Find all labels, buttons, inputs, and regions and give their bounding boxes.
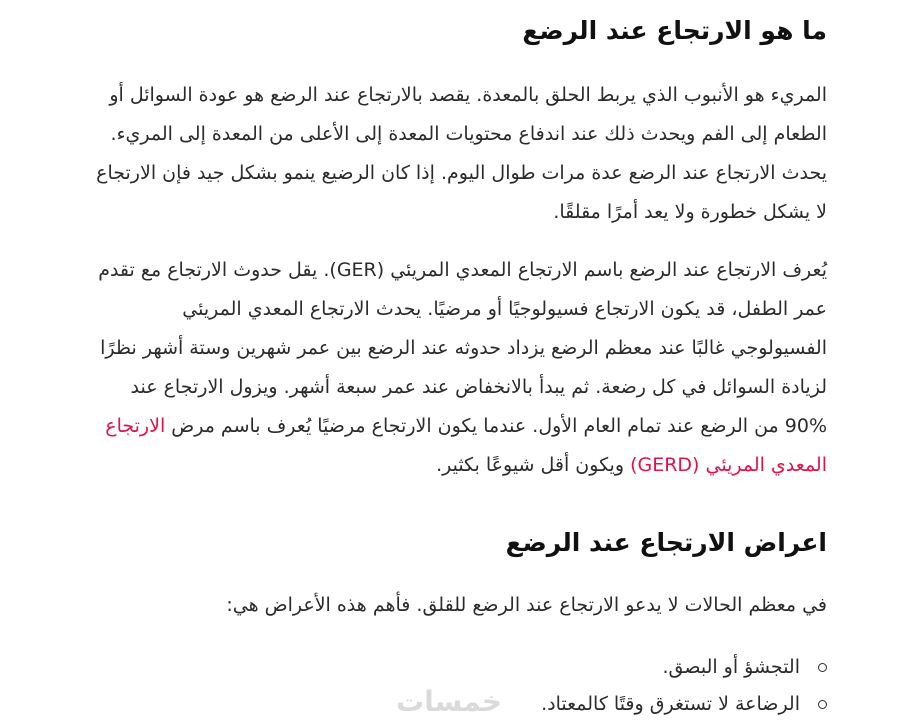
paragraph-text: ويكون أقل شيوعًا بكثير. xyxy=(436,454,631,476)
paragraph-line: يحدث الارتجاع عند الرضع عدة مرات طوال اليوم. إذا كان الرضيع ينمو بشكل جيد فإن الارتجاع xyxy=(96,162,827,184)
paragraph-line: لا يشكل خطورة ولا يعد أمرًا مقلقًا. xyxy=(553,201,827,223)
paragraph-line: في معظم الحالات لا يدعو الارتجاع عند الرضع للقلق. فأهم هذه الأعراض هي: xyxy=(226,594,827,616)
paragraph-line: يُعرف الارتجاع عند الرضع باسم الارتجاع المعدي المريئي (GER). يقل حدوث الارتجاع مع تقدم xyxy=(98,259,827,281)
list-item xyxy=(541,649,827,686)
paragraph-line xyxy=(0,407,827,446)
section-heading-symptoms: اعراض الارتجاع عند الرضع xyxy=(505,528,827,557)
paragraph-ger xyxy=(0,251,827,485)
gerd-link-part2[interactable]: المعدي المريئي (GERD) xyxy=(630,454,827,476)
circle-bullet-icon xyxy=(818,700,827,709)
section-heading-what-is-reflux: ما هو الارتجاع عند الرضع xyxy=(522,16,827,45)
gerd-link-part1[interactable]: الارتجاع xyxy=(105,415,166,437)
paragraph-line xyxy=(0,446,827,485)
paragraph-line: الفسيولوجي غالبًا عند معظم الرضع يزداد حدوثه عند الرضع بين عمر شهرين وستة أشهر نظرًا xyxy=(100,337,827,359)
list-item-text: الرضاعة لا تستغرق وقتًا كالمعتاد. xyxy=(541,693,800,715)
paragraph-definition xyxy=(0,76,827,232)
khamsat-watermark: خمسات xyxy=(396,685,503,718)
paragraph-line: عمر الطفل، قد يكون الارتجاع فسيولوجيًا أو مرضيًا. يحدث الارتجاع المعدي المريئي xyxy=(182,298,827,320)
paragraph-line: المريء هو الأنبوب الذي يربط الحلق بالمعدة. يقصد بالارتجاع عند الرضع هو عودة السوائل أو xyxy=(109,84,827,106)
paragraph-line: الطعام إلى الفم ويحدث ذلك عند اندفاع محتويات المعدة إلى الأعلى من المعدة إلى المريء. xyxy=(110,123,827,145)
symptoms-list xyxy=(541,649,827,723)
list-item-text: التجشؤ أو البصق. xyxy=(662,656,800,678)
list-item xyxy=(541,686,827,723)
symptoms-intro xyxy=(0,586,827,625)
circle-bullet-icon xyxy=(818,663,827,672)
paragraph-line: لزيادة السوائل في كل رضعة. ثم يبدأ بالانخفاض عند عمر سبعة أشهر. ويزول الارتجاع عند xyxy=(130,376,827,398)
paragraph-text: 90% من الرضع عند تمام العام الأول. عندما يكون الارتجاع مرضيًا يُعرف باسم مرض xyxy=(165,415,827,437)
